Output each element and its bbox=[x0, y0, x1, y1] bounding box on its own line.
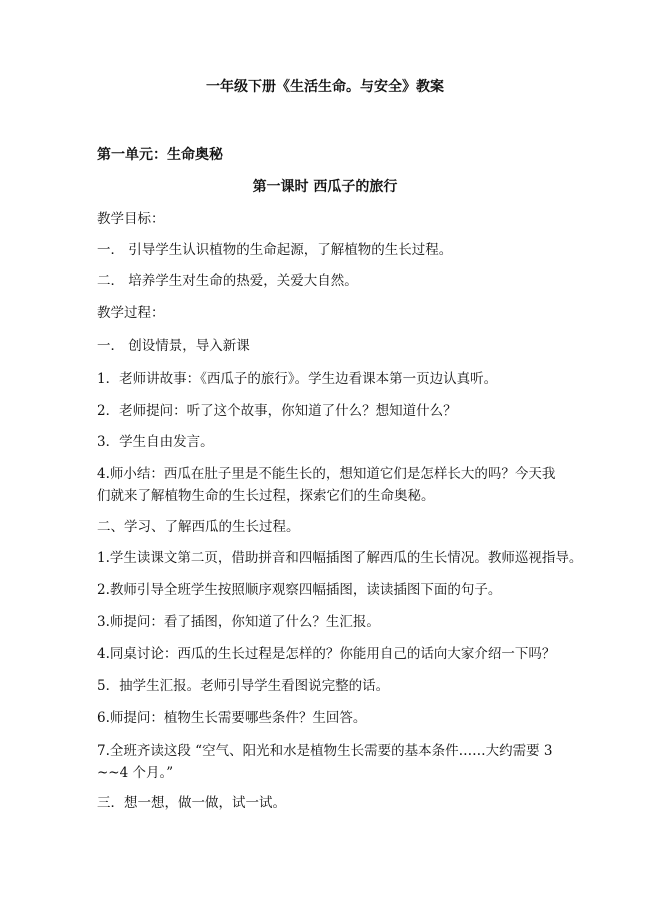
objective-item: 一． 引导学生认识植物的生命起源，了解植物的生长过程。 bbox=[97, 242, 453, 258]
process-item: 3.师提问：看了插图，你知道了什么？生汇报。 bbox=[97, 614, 380, 630]
process-item: 4.同桌讨论：西瓜的生长过程是怎样的？你能用自己的话向大家介绍一下吗？ bbox=[97, 646, 556, 662]
section-heading: 三．想一想，做一做，试一试。 bbox=[97, 795, 286, 811]
process-item: 1．老师讲故事：《西瓜子的旅行》。学生边看课本第一页边认真听。 bbox=[97, 371, 498, 387]
section-heading: 二、学习、了解西瓜的生长过程。 bbox=[97, 519, 300, 535]
document-title: 一年级下册《生活生命。与安全》教案 bbox=[206, 79, 444, 95]
section-heading: 一． 创设情景，导入新课 bbox=[97, 338, 250, 354]
process-item: 2.教师引导全班学生按照顺序观察四幅插图，读读插图下面的句子。 bbox=[97, 582, 502, 598]
process-heading: 教学过程： bbox=[97, 305, 165, 321]
objective-item: 二． 培养学生对生命的热爱，关爱大自然。 bbox=[97, 273, 358, 289]
unit-title: 第一单元：生命奥秘 bbox=[97, 147, 223, 163]
process-item: 7.全班齐读这段 “空气、阳光和水是植物生长需要的基本条件……大约需要 3~~4 个月。” bbox=[97, 743, 553, 781]
process-item: 3．学生自由发言。 bbox=[97, 434, 214, 450]
process-item: 6.师提问：植物生长需要哪些条件？生回答。 bbox=[97, 710, 367, 726]
process-item: 4.师小结：西瓜在肚子里是不能生长的，想知道它们是怎样长大的吗？今天我们就来了解植物生命的生长过程，探索它们的生命奥秘。 bbox=[97, 466, 556, 504]
lesson-title: 第一课时 西瓜子的旅行 bbox=[252, 179, 398, 195]
process-item: 2．老师提问：听了这个故事，你知道了什么？想知道什么？ bbox=[97, 403, 457, 419]
process-item: 5．抽学生汇报。老师引导学生看图说完整的话。 bbox=[97, 678, 390, 694]
objectives-heading: 教学目标： bbox=[97, 211, 165, 227]
process-item: 1.学生读课文第二页，借助拼音和四幅插图了解西瓜的生长情况。教师巡视指导。 bbox=[97, 550, 583, 566]
